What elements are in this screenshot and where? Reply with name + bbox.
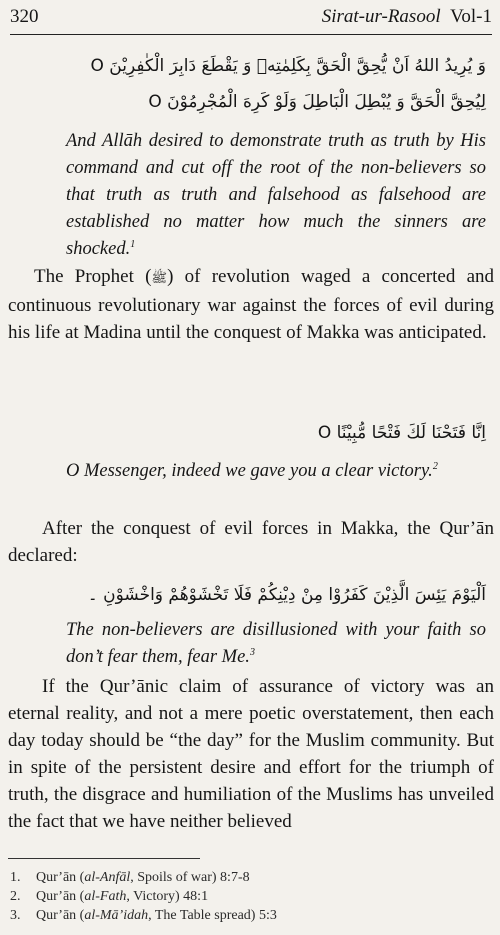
- page-header: [10, 6, 492, 32]
- arabic-verse-4: اَلْيَوْمَ يَئِسَ الَّذِيْنَ كَفَرُوْا مِنْ دِيْنِكُمْ فَلَا تَخْشَوْهُمْ وَاخْشَوْنِ ۔: [87, 585, 486, 605]
- footnote-1: [10, 868, 490, 887]
- paragraph-1: [8, 263, 494, 346]
- book-title: Sirat-ur-Rasool: [321, 6, 441, 27]
- footnote-source: al-Fath: [84, 889, 127, 904]
- footnote-rule: [8, 858, 200, 859]
- footnote-number: 1.: [10, 870, 21, 885]
- footnotes: [10, 868, 490, 925]
- translation-quote-1: [66, 128, 486, 263]
- arabic-verse-2: لِيُحِقَّ الْحَقَّ وَ يُبْطِلَ الْبَاطِلَ وَلَوْ كَرِهَ الْمُجْرِمُوْنَ O: [148, 92, 486, 112]
- page-number: 320: [10, 6, 39, 27]
- footnote-detail: , The Table spread) 5:3: [148, 908, 277, 923]
- paragraph-3: If the Qur’ānic claim of assurance of victory was an eternal reality, and not a mere poetic overstatement, then each day today should be “the day” for the Muslim community. But in spite of the persistent desire and effort for the triumph of truth, the disgrace and humiliation of the Muslims has unveiled the fact that we have neither believed: [8, 676, 494, 832]
- header-rule: [10, 34, 492, 35]
- footnote-2: [10, 887, 490, 906]
- footnote-ref: 1: [130, 238, 136, 250]
- paragraph-text: The Prophet (: [34, 266, 152, 287]
- footnote-prefix: Qur’ān (: [36, 889, 85, 904]
- arabic-verse-1: وَ يُرِيدُ اللهُ اَنْ يُّحِقَّ الْحَقَّ بِكَلِمٰتِهٖ وَ يَقْطَعَ دَابِرَ الْكٰفِرِيْنَ O: [90, 56, 486, 76]
- footnote-source: al-Mā’idah: [84, 908, 149, 923]
- footnote-ref: 3: [249, 646, 255, 658]
- footnote-number: 3.: [10, 908, 21, 923]
- quote-text: O Messenger, indeed we gave you a clear victory.: [66, 461, 433, 481]
- translation-quote-2: [66, 458, 486, 485]
- footnote-source: al-Anfāl: [84, 870, 131, 885]
- running-title: [322, 6, 492, 28]
- footnote-prefix: Qur’ān (: [36, 908, 85, 923]
- quote-text: The non-believers are disillusioned with your faith so don’t fear them, fear Me.: [66, 620, 486, 667]
- volume-label: Vol-1: [450, 6, 492, 27]
- paragraph-2: After the conquest of evil forces in Makka, the Qur’ān declared:: [8, 518, 494, 566]
- footnote-ref: 2: [432, 460, 438, 472]
- footnote-prefix: Qur’ān (: [36, 870, 85, 885]
- footnote-3: [10, 906, 490, 925]
- footnote-detail: , Victory) 48:1: [126, 889, 209, 904]
- arabic-verse-3: اِنَّا فَتَحْنَا لَكَ فَتْحًا مُّبِيْنًا O: [317, 423, 486, 443]
- paragraph-text: ) of revolution waged a concerted and continuous revolutionary war against the forces of evil during his life at Madina until the conquest of Makka was anticipated.: [8, 266, 494, 343]
- translation-quote-3: [66, 617, 486, 671]
- honorific-glyph: ﷺ: [151, 271, 168, 286]
- footnote-detail: , Spoils of war) 8:7-8: [130, 870, 250, 885]
- footnote-number: 2.: [10, 889, 21, 904]
- quote-text: And Allāh desired to demonstrate truth as truth by His command and cut off the root of the non-believers so that truth as truth and falsehood as falsehood are established no matter how much the sinners are shocked.: [66, 131, 486, 259]
